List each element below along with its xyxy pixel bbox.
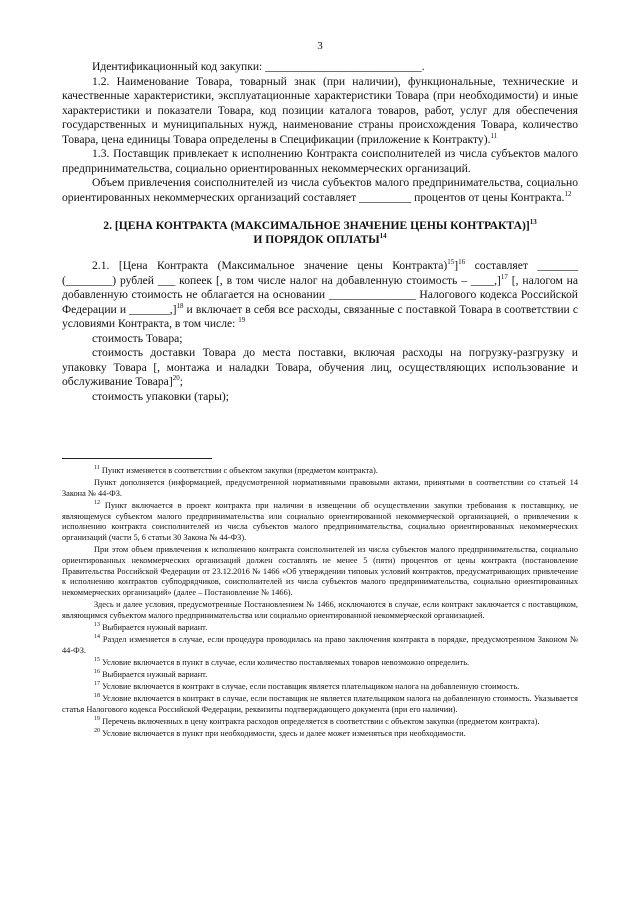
footnote-11 bbox=[62, 466, 578, 477]
footnote-12 bbox=[62, 501, 578, 544]
footnote-13 bbox=[62, 623, 578, 634]
footnote-16-number: 16 bbox=[94, 669, 100, 675]
footnote-17 bbox=[62, 682, 578, 693]
footnote-ref-16: 16 bbox=[458, 258, 466, 267]
clause-2-1 bbox=[62, 259, 578, 332]
clause-1-3-volume-text: Объем привлечения соисполнителей из числа субъектов малого предпринимательства, социально ориентированных некоммерческих организаций составляет _________ процентов от цены Контракта. bbox=[62, 176, 578, 204]
footnote-11-continuation: Пункт дополняется (информацией, предусмотренной нормативными правовыми актами, принятыми в соответствии со статьей 14 Закона № 44-ФЗ. bbox=[62, 478, 578, 498]
footnote-ref-14: 14 bbox=[379, 232, 387, 241]
footnote-19-text: Перечень включенных в цену контракта расходов определяется в соответствии с объектом закупки (предметом контракта). bbox=[100, 716, 540, 726]
footnote-12-continuation-2: Здесь и далее условия, предусмотренные Постановлением № 1466, исключаются в случае, если контракт заключается с поставщиком, являющимся субъектом малого предпринимательства или социально ориентированной некоммерческой организацией. bbox=[62, 600, 578, 620]
clause-1-2-text: 1.2. Наименование Товара, товарный знак (при наличии), функциональные, технические и качественные характеристики, эксплуатационные характеристики Товара (при необходимости) и иные характеристики и показатели Товара, код позиции каталога товаров, работ, услуг для обеспечения государственных и муниципальных нужд, наименование страны происхождения Товара, количество Товара, цена единицы Товара определены в Спецификации (приложение к Контракту). bbox=[62, 74, 578, 146]
clause-2-1-part-e: и включает в себя все расходы, связанные с поставкой Товара в соответствии с условиями Контракта, в том числе: bbox=[62, 302, 578, 330]
footnote-20-text: Условие включается в пункт при необходимости, здесь и далее может изменяться при необходимости. bbox=[100, 728, 466, 738]
heading-line-2: И ПОРЯДОК ОПЛАТЫ bbox=[253, 233, 380, 246]
footnote-17-number: 17 bbox=[94, 681, 100, 688]
footnotes bbox=[62, 466, 578, 741]
main-text bbox=[62, 60, 578, 404]
footnote-18 bbox=[62, 694, 578, 715]
footnote-16 bbox=[62, 670, 578, 681]
heading-line-1: 2. [ЦЕНА КОНТРАКТА (МАКСИМАЛЬНОЕ ЗНАЧЕНИЕ ЦЕНЫ КОНТРАКТА)] bbox=[103, 219, 530, 232]
footnote-11-number: 11 bbox=[94, 465, 100, 472]
clause-2-1-part-c: составляет _______ (________) рублей ___ копеек [, в том числе налог на добавленную стоимость – ____,] bbox=[62, 259, 579, 287]
footnote-ref-20: 20 bbox=[172, 374, 180, 383]
page-number: 3 bbox=[317, 40, 323, 52]
cost-item-delivery bbox=[62, 346, 578, 390]
footnote-12-continuation-1: При этом объем привлечения к исполнению контракта соисполнителей из числа субъектов малого предпринимательства, социально ориентированных некоммерческих организаций должен составлять не менее 5 (пяти) процентов от цены контракта (постановление Правительства Российской Федерации от 23.12.2016 № 1466 «Об утверждении типовых условий контрактов, предусматривающих привлечение к исполнению контрактов субподрядчиков, соисполнителей из числа субъектов малого предпринимательства, социально ориентированных некоммерческих организаций» (далее – Постановление № 1466). bbox=[62, 545, 578, 597]
footnote-14-number: 14 bbox=[94, 634, 100, 641]
footnote-ref-17: 17 bbox=[500, 272, 508, 281]
cost-item-delivery-text: стоимость доставки Товара до места поставки, включая расходы на погрузку-разгрузку и упаковку Товара [, монтажа и наладки Товара, обучения лиц, осуществляющих использование и обслуживание Товара] bbox=[62, 346, 578, 388]
procurement-id-line: Идентификационный код закупки: ___________________________. bbox=[92, 60, 425, 73]
footnote-19 bbox=[62, 717, 578, 728]
clause-1-3: 1.3. Поставщик привлекает к исполнению Контракта соисполнителей из числа субъектов малого предпринимательства, социально ориентированных некоммерческих организаций. bbox=[62, 147, 578, 175]
footnote-ref-13: 13 bbox=[529, 218, 537, 227]
footnote-20-number: 20 bbox=[94, 728, 100, 735]
footnote-14-text: Раздел изменяется в случае, если процедура проводилась на право заключения контракта в порядке, предусмотренном Законом № 44-ФЗ. bbox=[62, 634, 578, 655]
footnote-ref-12: 12 bbox=[564, 189, 572, 198]
footnote-ref-18: 18 bbox=[176, 301, 184, 310]
footnote-12-number: 12 bbox=[94, 500, 100, 507]
footnote-13-number: 13 bbox=[94, 622, 100, 629]
footnote-17-text: Условие включается в контракт в случае, если поставщик является плательщиком налога на добавленную стоимость. bbox=[100, 681, 520, 691]
footnote-18-number: 18 bbox=[94, 693, 100, 700]
footnote-ref-11: 11 bbox=[490, 131, 498, 140]
footnote-ref-15: 15 bbox=[447, 258, 455, 267]
clause-2-1-part-b: ] bbox=[454, 259, 459, 272]
clause-1-3-volume bbox=[62, 176, 578, 205]
footnote-20 bbox=[62, 729, 578, 740]
footnote-18-text: Условие включается в контракт в случае, если поставщик не является плательщиком налога на добавленную стоимость. Указывается статья Налогового кодекса Российской Федерации, реквизиты подтверждающего документа (при его наличии). bbox=[62, 693, 578, 714]
footnote-11-text: Пункт изменяется в соответствии с объектом закупки (предметом контракта). bbox=[99, 466, 378, 475]
footnote-ref-19: 19 bbox=[238, 316, 246, 325]
footnote-12-text: Пункт включается в проект контракта при наличии в извещении об осуществлении закупки требования к поставщику, не являющемуся субъектом малого предпринимательства или социально ориентированной некоммерческой организацией, о привлечении к исполнению контракта соисполнителей из числа субъектов малого предпринимательства, социально ориентированных некоммерческих организаций (части 5, 6 статьи 30 Закона № 44-ФЗ). bbox=[62, 500, 578, 542]
footnote-15 bbox=[62, 658, 578, 669]
footnote-13-text: Выбирается нужный вариант. bbox=[100, 622, 208, 632]
footnote-16-text: Выбирается нужный вариант. bbox=[100, 669, 208, 679]
footnote-14 bbox=[62, 635, 578, 656]
section-2-heading bbox=[62, 219, 578, 247]
footnote-15-number: 15 bbox=[94, 656, 100, 663]
footnote-15-text: Условие включается в пункт в случае, если количество поставляемых товаров невозможно определить. bbox=[100, 657, 470, 667]
clause-2-1-part-d: [, налогом на добавленную стоимость не облагается на основании _______________ Налогового кодекса Российской Федерации и _______,] bbox=[62, 273, 579, 316]
clause-2-1-part-a: 2.1. [Цена Контракта (Максимальное значение цены Контракта) bbox=[92, 259, 448, 272]
cost-item-packaging: стоимость упаковки (тары); bbox=[92, 389, 229, 403]
cost-item-delivery-end: ; bbox=[179, 375, 183, 388]
footnote-19-number: 19 bbox=[94, 715, 100, 722]
footnote-separator bbox=[62, 458, 212, 459]
clause-1-2 bbox=[62, 75, 578, 148]
cost-item-goods: стоимость Товара; bbox=[92, 331, 183, 345]
